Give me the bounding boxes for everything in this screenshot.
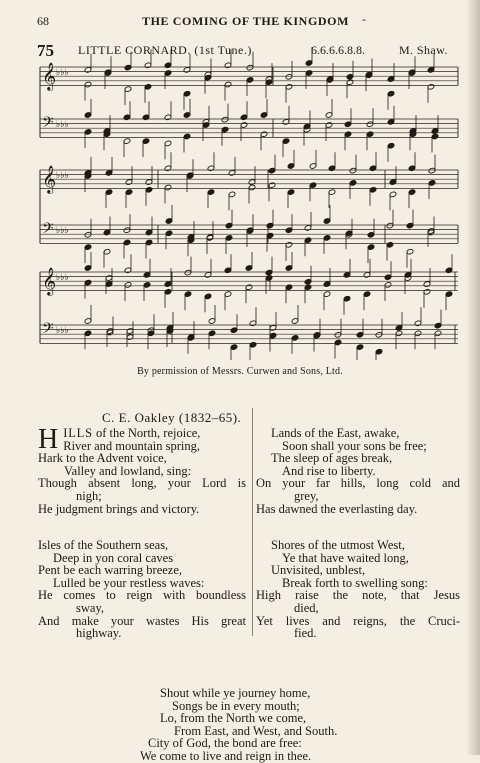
permission-note: By permission of Messrs. Curwen and Sons, Ltd. (137, 366, 343, 377)
verse-line: The sleep of ages break, (271, 451, 393, 466)
verse-4 (256, 539, 460, 640)
verse-line: highway. (76, 626, 122, 641)
verse-line: Hark to the Advent voice, (38, 451, 167, 466)
verse-line: We come to live and reign in thee. (140, 748, 312, 763)
verse-line: Soon shall your sons be free; (282, 438, 427, 453)
verse-line-rest: of the North, rejoice, (92, 426, 201, 440)
verse-line: sway, (76, 600, 105, 615)
column-divider (252, 408, 253, 636)
verse-line: River and mountain spring, (63, 438, 201, 453)
verse-line: Break forth to swelling song: (282, 575, 428, 590)
verse-line: Deep in yon coral caves (53, 550, 174, 565)
key-signature-icon: ♭♭♭ (56, 273, 69, 283)
verse-line: Ye that have waited long, (282, 550, 409, 565)
key-signature-icon: ♭♭♭ (56, 68, 69, 78)
verse-line: He comes to reign with boundless (38, 588, 246, 603)
verse-line: grey, (294, 488, 319, 503)
verse-line: Unvisited, unblest, (271, 563, 366, 578)
verse-line: City of God, the bond are free: (148, 736, 302, 751)
verse-line: High raise the note, that Jesus (256, 588, 460, 603)
verse-line: Songs be in every mouth; (172, 698, 300, 713)
running-title: THE COMING OF THE KINGDOM (142, 14, 350, 28)
verse-line: Pent be each warring breeze, (38, 563, 183, 578)
verse-3 (38, 539, 246, 640)
key-signature-icon: ♭♭♭ (56, 226, 69, 236)
treble-clef-icon: 𝄞 (42, 267, 57, 295)
verse-line: fied. (294, 626, 317, 641)
music-score (0, 0, 480, 360)
hymn-number: 75 (37, 41, 54, 60)
bass-clef-icon: 𝄢 (42, 220, 54, 241)
verse-line: From East, and West, and South. (174, 723, 338, 738)
verse-line: On your far hills, long cold and (256, 476, 460, 491)
verse-line: Lulled be your restless waves: (53, 575, 205, 590)
drop-cap: H (38, 424, 60, 455)
verse-line: And make your wastes His great (38, 613, 246, 628)
bass-clef-icon: 𝄢 (42, 320, 54, 341)
verse-line: died, (294, 600, 319, 615)
tune-title: LITTLE CORNARD. (78, 43, 191, 57)
key-signature-icon: ♭♭♭ (56, 171, 69, 181)
page-number: 68 (37, 14, 49, 28)
verse-line: And rise to liberty. (282, 463, 376, 478)
verse-line: nigh; (76, 488, 102, 503)
text-author: C. E. Oakley (1832–65). (102, 410, 242, 425)
verse-line: He judgment brings and victory. (38, 501, 200, 516)
verse-line: Though absent long, your Lord is (38, 476, 246, 491)
treble-clef-icon: 𝄞 (42, 62, 57, 90)
composer: M. Shaw. (399, 43, 448, 57)
small-caps: ILLS (63, 426, 93, 440)
verse-line: Shout while ye journey home, (160, 686, 311, 700)
verse-line: Shores of the utmost West, (271, 538, 405, 552)
treble-clef-icon: 𝄞 (42, 165, 57, 193)
verse-5 (140, 687, 370, 763)
verse-line: Lo, from the North we come, (160, 711, 307, 726)
verse-line: Lands of the East, awake, (271, 426, 400, 440)
bass-clef-icon: 𝄢 (42, 114, 54, 135)
tune-note: (1st Tune.) (194, 43, 252, 57)
verse-line: Valley and lowland, sing: (64, 463, 192, 478)
key-signature-icon: ♭♭♭ (56, 326, 69, 336)
verse-line: Yet lives and reigns, the Cruci- (256, 613, 460, 628)
verse-line: Isles of the Southern seas, (38, 538, 169, 552)
verse-1 (38, 424, 246, 516)
verse-line: Has dawned the everlasting day. (256, 501, 418, 516)
key-signature-icon: ♭♭♭ (56, 120, 69, 130)
meter: 6.6.6.6.8.8. (311, 43, 365, 57)
verse-2 (256, 427, 460, 515)
running-mark: - (362, 12, 366, 26)
